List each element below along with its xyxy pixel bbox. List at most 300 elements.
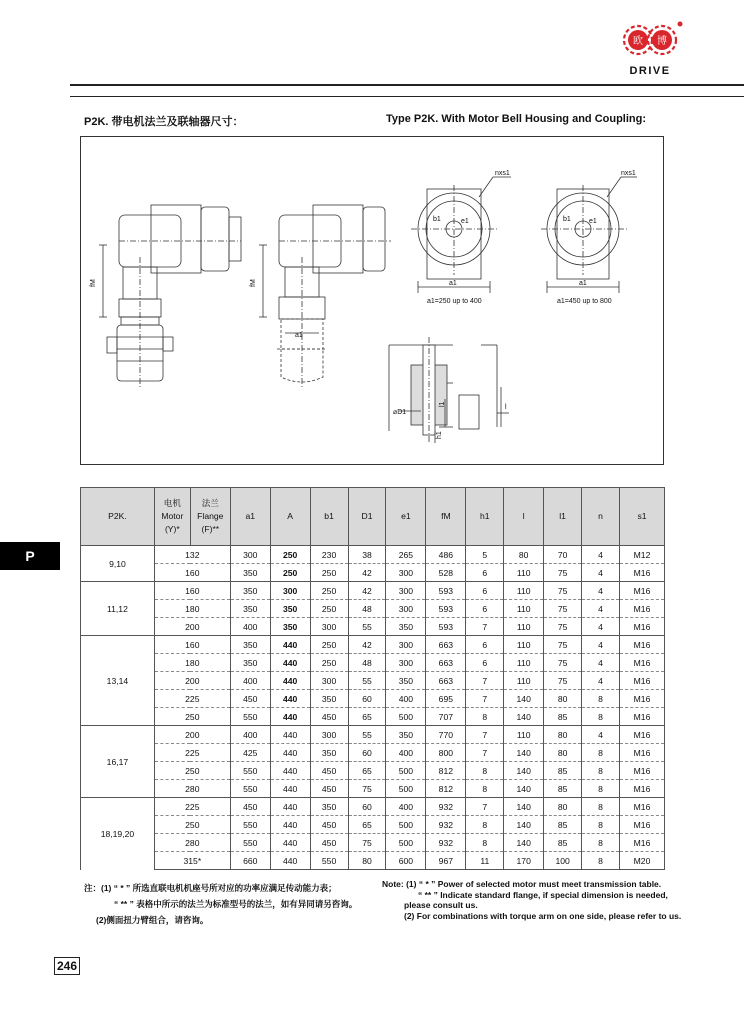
cell-l1: 75 (544, 636, 582, 654)
cell-fM: 593 (426, 582, 466, 600)
cell-fM: 663 (426, 672, 466, 690)
cell-b1: 450 (310, 708, 348, 726)
cell-s1: M16 (619, 582, 664, 600)
note-cn-2: “ ** ” 表格中所示的法兰为标准型号的法兰，如有异同请另咨询。 (114, 899, 358, 909)
cell-a1: 550 (230, 780, 270, 798)
cell-a1: 350 (230, 582, 270, 600)
cell-h1: 6 (466, 600, 504, 618)
cell-e1: 500 (386, 834, 426, 852)
cell-h1: 11 (466, 852, 504, 870)
cell-D1: 75 (348, 834, 386, 852)
cell-motor: 250 (154, 816, 230, 834)
cell-n: 4 (582, 672, 620, 690)
cell-n: 4 (582, 654, 620, 672)
header-flange (190, 488, 230, 546)
cell-motor: 200 (154, 726, 230, 744)
cell-e1: 300 (386, 600, 426, 618)
cell-a1: 425 (230, 744, 270, 762)
caption-flange-large: a1=450 up to 800 (557, 298, 612, 305)
cell-D1: 65 (348, 708, 386, 726)
cell-n: 4 (582, 546, 620, 564)
cell-A: 440 (270, 780, 310, 798)
cell-l: 140 (504, 816, 544, 834)
cell-l1: 75 (544, 564, 582, 582)
cell-b1: 450 (310, 834, 348, 852)
cell-b1: 550 (310, 852, 348, 870)
cell-b1: 350 (310, 744, 348, 762)
cell-s1: M16 (619, 636, 664, 654)
header-motor-en: Motor (161, 511, 184, 521)
cell-motor: 160 (154, 636, 230, 654)
cell-b1: 230 (310, 546, 348, 564)
cell-n: 8 (582, 780, 620, 798)
cell-motor: 180 (154, 654, 230, 672)
label-e1-b: e1 (589, 218, 597, 225)
label-l1: l1 (439, 401, 446, 407)
cell-fM: 812 (426, 780, 466, 798)
cell-s1: M16 (619, 564, 664, 582)
cell-fM: 812 (426, 762, 466, 780)
cell-b1: 250 (310, 636, 348, 654)
cell-e1: 350 (386, 618, 426, 636)
cell-A: 440 (270, 654, 310, 672)
cell-b1: 250 (310, 582, 348, 600)
cell-h1: 8 (466, 708, 504, 726)
cell-e1: 400 (386, 744, 426, 762)
cell-D1: 80 (348, 852, 386, 870)
cell-motor: 225 (154, 690, 230, 708)
cell-h1: 8 (466, 834, 504, 852)
table-row (81, 636, 665, 654)
logo-mark-left: 欧 (633, 36, 643, 47)
cell-h1: 6 (466, 582, 504, 600)
cell-n: 8 (582, 744, 620, 762)
note-en-3: please consult us. (404, 900, 478, 910)
cell-e1: 600 (386, 852, 426, 870)
cell-b1: 450 (310, 780, 348, 798)
cell-h1: 7 (466, 618, 504, 636)
cell-a1: 400 (230, 672, 270, 690)
cell-l1: 85 (544, 816, 582, 834)
table-row (81, 726, 665, 744)
cell-e1: 400 (386, 690, 426, 708)
table-row (81, 780, 665, 798)
label-fm-1: fM (90, 279, 97, 287)
cell-a1: 400 (230, 726, 270, 744)
cell-l: 110 (504, 600, 544, 618)
cell-motor: 225 (154, 798, 230, 816)
cell-a1: 550 (230, 708, 270, 726)
cell-h1: 8 (466, 780, 504, 798)
cell-n: 4 (582, 726, 620, 744)
cell-A: 350 (270, 618, 310, 636)
cell-b1: 300 (310, 726, 348, 744)
cell-e1: 500 (386, 708, 426, 726)
cell-e1: 300 (386, 636, 426, 654)
cell-l: 140 (504, 744, 544, 762)
cell-n: 8 (582, 816, 620, 834)
cell-l1: 100 (544, 852, 582, 870)
cell-h1: 6 (466, 636, 504, 654)
notes-cn (84, 880, 357, 928)
cell-b1: 300 (310, 618, 348, 636)
cell-s1: M16 (619, 672, 664, 690)
label-a1-a: a1 (449, 280, 457, 287)
cell-fM: 663 (426, 654, 466, 672)
cell-l1: 85 (544, 780, 582, 798)
cell-s1: M16 (619, 762, 664, 780)
cell-l: 140 (504, 762, 544, 780)
cell-s1: M16 (619, 708, 664, 726)
cell-h1: 7 (466, 672, 504, 690)
cell-l1: 70 (544, 546, 582, 564)
table-row (81, 834, 665, 852)
label-h1: h1 (436, 431, 443, 439)
table-row (81, 816, 665, 834)
cell-s1: M12 (619, 546, 664, 564)
header-e1: e1 (386, 488, 426, 546)
cell-n: 8 (582, 762, 620, 780)
table-row (81, 564, 665, 582)
header-A: A (270, 488, 310, 546)
cell-l: 140 (504, 780, 544, 798)
note-cn-1: 注：(1) “ * ” 所选直联电机机座号所对应的功率应满足传动能力表； (84, 883, 337, 893)
note-en-1: Note: (1) “ * ” Power of selected motor must meet transmission table. (382, 879, 662, 889)
cell-h1: 8 (466, 816, 504, 834)
cell-D1: 65 (348, 816, 386, 834)
label-fm-2: fM (250, 279, 257, 287)
header-motor-cn: 电机 (163, 498, 181, 508)
cell-D1: 55 (348, 672, 386, 690)
cell-D1: 48 (348, 600, 386, 618)
cell-l1: 80 (544, 726, 582, 744)
cell-l1: 85 (544, 834, 582, 852)
header-motor (154, 488, 190, 546)
label-nxs1-b: nxs1 (621, 170, 636, 177)
cell-l: 140 (504, 708, 544, 726)
cell-l1: 85 (544, 708, 582, 726)
gearbox-flange-drawing (259, 205, 391, 387)
cell-n: 4 (582, 636, 620, 654)
cell-D1: 60 (348, 798, 386, 816)
cell-e1: 500 (386, 816, 426, 834)
table-row (81, 654, 665, 672)
cell-s1: M16 (619, 834, 664, 852)
label-e1-a: e1 (461, 218, 469, 225)
coupling-section-drawing (389, 337, 509, 443)
cell-h1: 5 (466, 546, 504, 564)
header-rule-secondary (70, 96, 744, 97)
cell-e1: 400 (386, 798, 426, 816)
cell-l: 80 (504, 546, 544, 564)
cell-a1: 350 (230, 636, 270, 654)
table-row (81, 762, 665, 780)
cell-n: 4 (582, 600, 620, 618)
cell-l1: 85 (544, 762, 582, 780)
cell-fM: 932 (426, 798, 466, 816)
cell-e1: 300 (386, 582, 426, 600)
cell-s1: M16 (619, 780, 664, 798)
cell-s1: M16 (619, 726, 664, 744)
group-label: 13,14 (81, 636, 155, 726)
cell-e1: 300 (386, 654, 426, 672)
cell-n: 8 (582, 798, 620, 816)
cell-b1: 450 (310, 762, 348, 780)
cell-a1: 550 (230, 816, 270, 834)
table-row (81, 546, 665, 564)
cell-D1: 38 (348, 546, 386, 564)
header-flange-en: Flange (197, 511, 224, 521)
cell-A: 440 (270, 834, 310, 852)
header-p2k: P2K. (81, 488, 155, 546)
cell-fM: 932 (426, 816, 466, 834)
table-row (81, 744, 665, 762)
drive-logo (610, 10, 690, 80)
cell-D1: 75 (348, 780, 386, 798)
cell-D1: 42 (348, 636, 386, 654)
cell-motor: 280 (154, 780, 230, 798)
section-title-en: Type P2K. With Motor Bell Housing and Coupling: (386, 113, 647, 125)
table-row (81, 600, 665, 618)
cell-fM: 593 (426, 600, 466, 618)
cell-fM: 486 (426, 546, 466, 564)
cell-s1: M16 (619, 798, 664, 816)
note-cn-3: (2)侧面扭力臂组合，请咨询。 (96, 915, 209, 925)
cell-n: 8 (582, 834, 620, 852)
cell-l: 110 (504, 654, 544, 672)
cell-fM: 663 (426, 636, 466, 654)
page-number: 246 (54, 957, 80, 975)
cell-a1: 350 (230, 600, 270, 618)
cell-n: 8 (582, 690, 620, 708)
cell-A: 440 (270, 852, 310, 870)
header-fM: fM (426, 488, 466, 546)
caption-flange-small: a1=250 up to 400 (427, 298, 482, 305)
table-row (81, 798, 665, 816)
cell-a1: 450 (230, 798, 270, 816)
cell-s1: M16 (619, 618, 664, 636)
cell-l1: 80 (544, 744, 582, 762)
table-row (81, 708, 665, 726)
gear-logo-icon (610, 10, 690, 80)
cell-motor: 132 (154, 546, 230, 564)
cell-b1: 250 (310, 564, 348, 582)
cell-s1: M16 (619, 600, 664, 618)
cell-D1: 60 (348, 744, 386, 762)
cell-D1: 60 (348, 690, 386, 708)
cell-a1: 550 (230, 762, 270, 780)
flange-view-small (411, 177, 511, 293)
label-l: l (505, 404, 507, 411)
cell-e1: 300 (386, 564, 426, 582)
cell-n: 4 (582, 564, 620, 582)
cell-A: 350 (270, 600, 310, 618)
cell-A: 440 (270, 636, 310, 654)
cell-fM: 528 (426, 564, 466, 582)
header-l1: l1 (544, 488, 582, 546)
cell-D1: 42 (348, 564, 386, 582)
cell-n: 4 (582, 582, 620, 600)
cell-D1: 65 (348, 762, 386, 780)
cell-A: 440 (270, 744, 310, 762)
cell-fM: 800 (426, 744, 466, 762)
cell-n: 4 (582, 618, 620, 636)
cell-motor: 200 (154, 672, 230, 690)
label-a1-b: a1 (579, 280, 587, 287)
header-a1: a1 (230, 488, 270, 546)
cell-b1: 300 (310, 672, 348, 690)
table-row (81, 618, 665, 636)
note-en-4: (2) For combinations with torque arm on one side, please refer to us. (404, 910, 682, 921)
cell-a1: 400 (230, 618, 270, 636)
cell-s1: M16 (619, 744, 664, 762)
group-label: 9,10 (81, 546, 155, 582)
cell-A: 440 (270, 762, 310, 780)
cell-A: 440 (270, 816, 310, 834)
cell-n: 8 (582, 708, 620, 726)
cell-b1: 450 (310, 816, 348, 834)
cell-l: 110 (504, 582, 544, 600)
cell-h1: 7 (466, 726, 504, 744)
label-b1-b: b1 (563, 216, 571, 223)
table-row (81, 690, 665, 708)
cell-h1: 6 (466, 654, 504, 672)
cell-D1: 42 (348, 582, 386, 600)
cell-motor: 250 (154, 762, 230, 780)
cell-motor: 180 (154, 600, 230, 618)
cell-A: 440 (270, 708, 310, 726)
cell-b1: 350 (310, 798, 348, 816)
note-en-2: “ ** ” Indicate standard flange, if special dimension is needed, (418, 889, 668, 900)
cell-s1: M16 (619, 690, 664, 708)
header-motor-code: (Y)* (164, 524, 180, 534)
cell-D1: 55 (348, 726, 386, 744)
table-row (81, 852, 665, 870)
header-rule (70, 84, 744, 86)
cell-A: 440 (270, 726, 310, 744)
label-b1-a: b1 (433, 216, 441, 223)
header-n: n (582, 488, 620, 546)
header-flange-cn: 法兰 (201, 498, 219, 508)
header-D1: D1 (348, 488, 386, 546)
cell-a1: 450 (230, 690, 270, 708)
header-h1: h1 (466, 488, 504, 546)
table-row (81, 582, 665, 600)
cell-l1: 80 (544, 690, 582, 708)
flange-view-large (541, 177, 637, 293)
cell-a1: 660 (230, 852, 270, 870)
cell-h1: 7 (466, 798, 504, 816)
cell-motor: 280 (154, 834, 230, 852)
cell-fM: 770 (426, 726, 466, 744)
table-row (81, 672, 665, 690)
cell-l1: 75 (544, 672, 582, 690)
cell-fM: 967 (426, 852, 466, 870)
logo-mark-right: 博 (657, 36, 667, 47)
cell-s1: M16 (619, 654, 664, 672)
cell-l: 110 (504, 636, 544, 654)
cell-e1: 350 (386, 672, 426, 690)
cell-e1: 500 (386, 762, 426, 780)
cell-motor: 315* (154, 852, 230, 870)
cell-A: 250 (270, 546, 310, 564)
cell-fM: 695 (426, 690, 466, 708)
group-label: 16,17 (81, 726, 155, 798)
cell-l: 110 (504, 672, 544, 690)
cell-motor: 200 (154, 618, 230, 636)
cell-fM: 707 (426, 708, 466, 726)
cell-A: 440 (270, 672, 310, 690)
cell-b1: 250 (310, 600, 348, 618)
cell-s1: M16 (619, 816, 664, 834)
cell-l: 140 (504, 690, 544, 708)
cell-A: 440 (270, 690, 310, 708)
header-l: l (504, 488, 544, 546)
cell-a1: 550 (230, 834, 270, 852)
cell-l: 140 (504, 834, 544, 852)
cell-l: 110 (504, 726, 544, 744)
cell-A: 300 (270, 582, 310, 600)
cell-fM: 932 (426, 834, 466, 852)
label-nxs1-a: nxs1 (495, 170, 510, 177)
cell-a1: 300 (230, 546, 270, 564)
cell-h1: 7 (466, 690, 504, 708)
cell-l1: 75 (544, 582, 582, 600)
cell-D1: 55 (348, 618, 386, 636)
notes-en (382, 879, 682, 921)
cell-motor: 225 (154, 744, 230, 762)
section-title-cn: P2K. 带电机法兰及联轴器尺寸： (84, 116, 244, 128)
cell-b1: 350 (310, 690, 348, 708)
cell-l: 170 (504, 852, 544, 870)
cell-e1: 265 (386, 546, 426, 564)
technical-drawing (80, 136, 664, 465)
cell-motor: 160 (154, 582, 230, 600)
cell-h1: 6 (466, 564, 504, 582)
cell-n: 8 (582, 852, 620, 870)
cell-l: 110 (504, 618, 544, 636)
logo-brand: DRIVE (629, 65, 671, 77)
cell-l1: 75 (544, 618, 582, 636)
cell-b1: 250 (310, 654, 348, 672)
section-tab-p: P (0, 542, 60, 570)
dimension-table-body (81, 546, 665, 870)
cell-l1: 75 (544, 654, 582, 672)
table-header-row (81, 488, 665, 546)
gearbox-with-motor-drawing (99, 205, 241, 387)
cell-l: 140 (504, 798, 544, 816)
group-label: 18,19,20 (81, 798, 155, 870)
cell-h1: 7 (466, 744, 504, 762)
cell-motor: 160 (154, 564, 230, 582)
cell-e1: 350 (386, 726, 426, 744)
cell-l: 110 (504, 564, 544, 582)
label-d1: ⌀D1 (393, 409, 407, 416)
cell-s1: M20 (619, 852, 664, 870)
cell-A: 440 (270, 798, 310, 816)
label-a1-side: a1 (295, 332, 303, 339)
cell-D1: 48 (348, 654, 386, 672)
header-flange-code: (F)** (201, 524, 220, 534)
dimension-table (80, 487, 665, 870)
cell-l1: 80 (544, 798, 582, 816)
cell-A: 250 (270, 564, 310, 582)
header-s1: s1 (619, 488, 664, 546)
cell-h1: 8 (466, 762, 504, 780)
cell-fM: 593 (426, 618, 466, 636)
cell-motor: 250 (154, 708, 230, 726)
cell-a1: 350 (230, 654, 270, 672)
